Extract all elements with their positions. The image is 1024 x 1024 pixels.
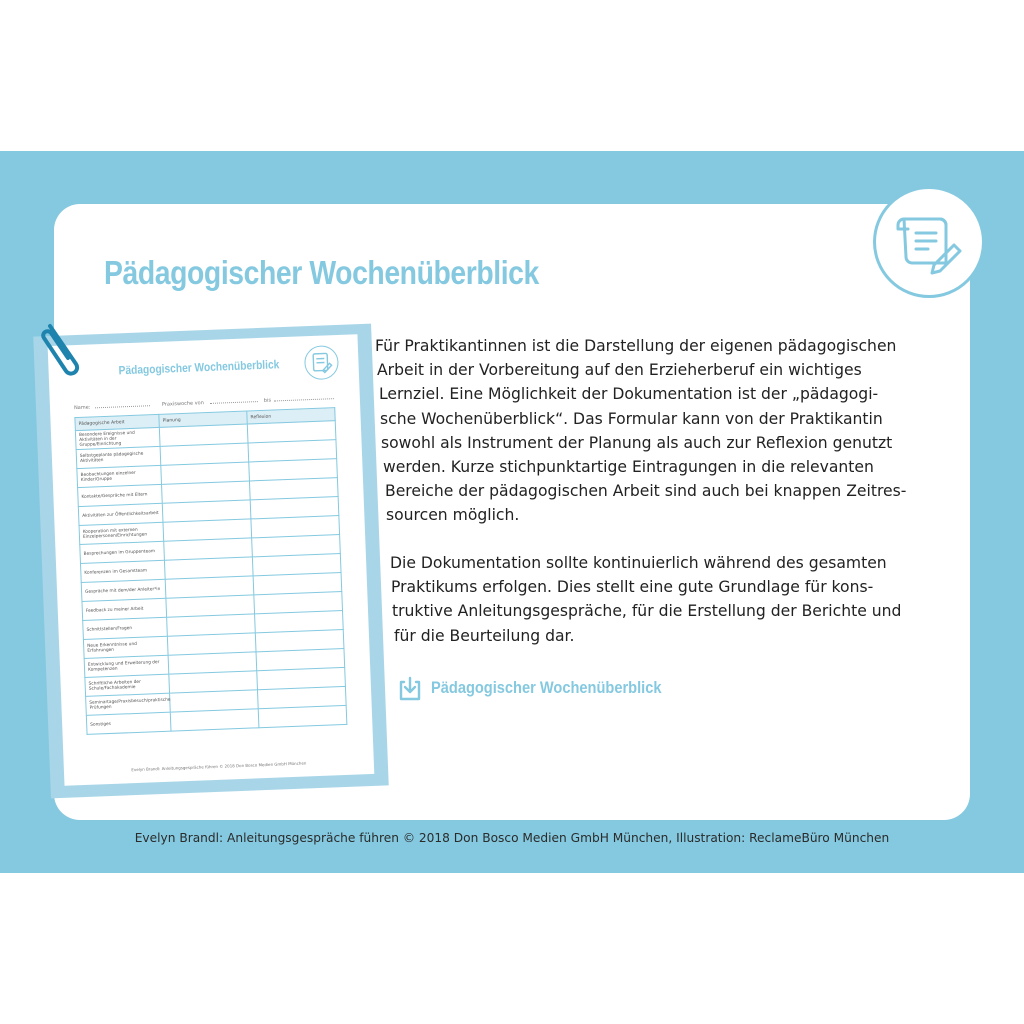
document-edit-icon bbox=[873, 186, 985, 298]
form-row-label: Seminartage/Praxisbesuch/praktische Prüfungen bbox=[86, 693, 171, 715]
text-line: Die Dokumentation sollte kontinuierlich während des gesamten bbox=[390, 554, 887, 572]
text-line: sowohl als Instrument der Planung als auch zur Reflexion genutzt bbox=[381, 433, 893, 452]
text-line: für die Beurteilung dar. bbox=[394, 626, 575, 645]
form-row-label: Konferenzen im Gesamtteam bbox=[81, 560, 166, 582]
form-empty-cell bbox=[258, 705, 347, 727]
form-row-label: Aktivitäten zur Öffentlichkeitsarbeit bbox=[78, 503, 163, 525]
intro-paragraph bbox=[375, 334, 906, 528]
form-period-label: Praxiswoche von bbox=[161, 400, 204, 408]
form-preview-sheet bbox=[48, 334, 375, 786]
form-row-label: Besprechungen im Gruppenteam bbox=[80, 541, 165, 563]
form-row-label: Kooperation mit externen Einzelpersonen/Einrichtungen bbox=[79, 522, 164, 544]
text-line: truktive Anleitungsgespräche, für die Erstellung der Berichte und bbox=[392, 602, 902, 621]
form-row-label: Schriftliche Arbeiten der Schule/Fachakademie bbox=[85, 674, 170, 696]
form-row-label: Sonstiges bbox=[86, 712, 171, 734]
form-row-label: Feedback zu meiner Arbeit bbox=[82, 598, 167, 620]
form-row-label: Kontakte/Gespräche mit Eltern bbox=[78, 484, 163, 506]
text-line: Bereiche der pädagogischen Arbeit sind auch bei knappen Zeitres- bbox=[385, 482, 907, 501]
form-row-label: Neue Erkenntnisse und Erfahrungen bbox=[83, 636, 168, 658]
text-line: Lernziel. Eine Möglichkeit der Dokumentation ist der „pädagogi- bbox=[379, 385, 879, 404]
form-row-label: Gespräche mit dem/der Anleiter*in bbox=[81, 579, 166, 601]
form-empty-cell bbox=[170, 709, 259, 731]
form-column-header: Planung bbox=[159, 411, 247, 427]
form-preview-title: Pädagogischer Wochenüberblick bbox=[118, 357, 280, 378]
text-line: Für Praktikantinnen ist die Darstellung der eigenen pädagogischen bbox=[375, 337, 897, 355]
form-column-header: Pädagogische Arbeit bbox=[75, 414, 159, 430]
download-icon[interactable] bbox=[398, 676, 422, 706]
form-row-label: Besondere Ereignisse und Aktivitäten in der Gruppe/Einrichtung bbox=[75, 427, 160, 449]
form-row-label: Schnittstellen/Fragen bbox=[83, 617, 168, 639]
text-line: Arbeit in der Vorbereitung auf den Erzieherberuf ein wichtiges bbox=[377, 361, 862, 380]
form-row-label: Entwicklung und Erweiterung der Kompetenzen bbox=[84, 655, 169, 677]
text-line: werden. Kurze stichpunktartige Eintragungen in die relevanten bbox=[383, 458, 874, 477]
form-footer: Evelyn Brandl: Anleitungsgespräche führen © 2018 Don Bosco Medien GmbH München bbox=[131, 760, 307, 773]
documentation-paragraph bbox=[390, 551, 901, 648]
download-link[interactable]: Pädagogischer Wochenüberblick bbox=[431, 678, 662, 697]
form-preview-image bbox=[33, 324, 388, 799]
text-line: sche Wochenüberblick“. Das Formular kann von der Praktikantin bbox=[380, 409, 883, 428]
form-preview-document-icon bbox=[304, 345, 339, 380]
form-column-header: Reflexion bbox=[247, 408, 335, 424]
page-title: Pädagogischer Wochenüberblick bbox=[104, 254, 539, 291]
form-to-label: bis bbox=[263, 397, 272, 404]
form-row-label: Beobachtungen einzelner Kinder/Gruppe bbox=[77, 465, 162, 487]
paperclip-icon bbox=[36, 320, 92, 380]
text-line: sourcen möglich. bbox=[386, 506, 520, 525]
copyright-credit: Evelyn Brandl: Anleitungsgespräche führen © 2018 Don Bosco Medien GmbH München, Illustration: ReclameBüro München bbox=[134, 831, 890, 845]
form-row-label: Selbstgeplante pädagogische Aktivitäten bbox=[76, 446, 161, 468]
text-line: Praktikums erfolgen. Dies stellt eine gute Grundlage für kons- bbox=[391, 578, 874, 597]
form-name-label: Name: bbox=[73, 404, 91, 412]
